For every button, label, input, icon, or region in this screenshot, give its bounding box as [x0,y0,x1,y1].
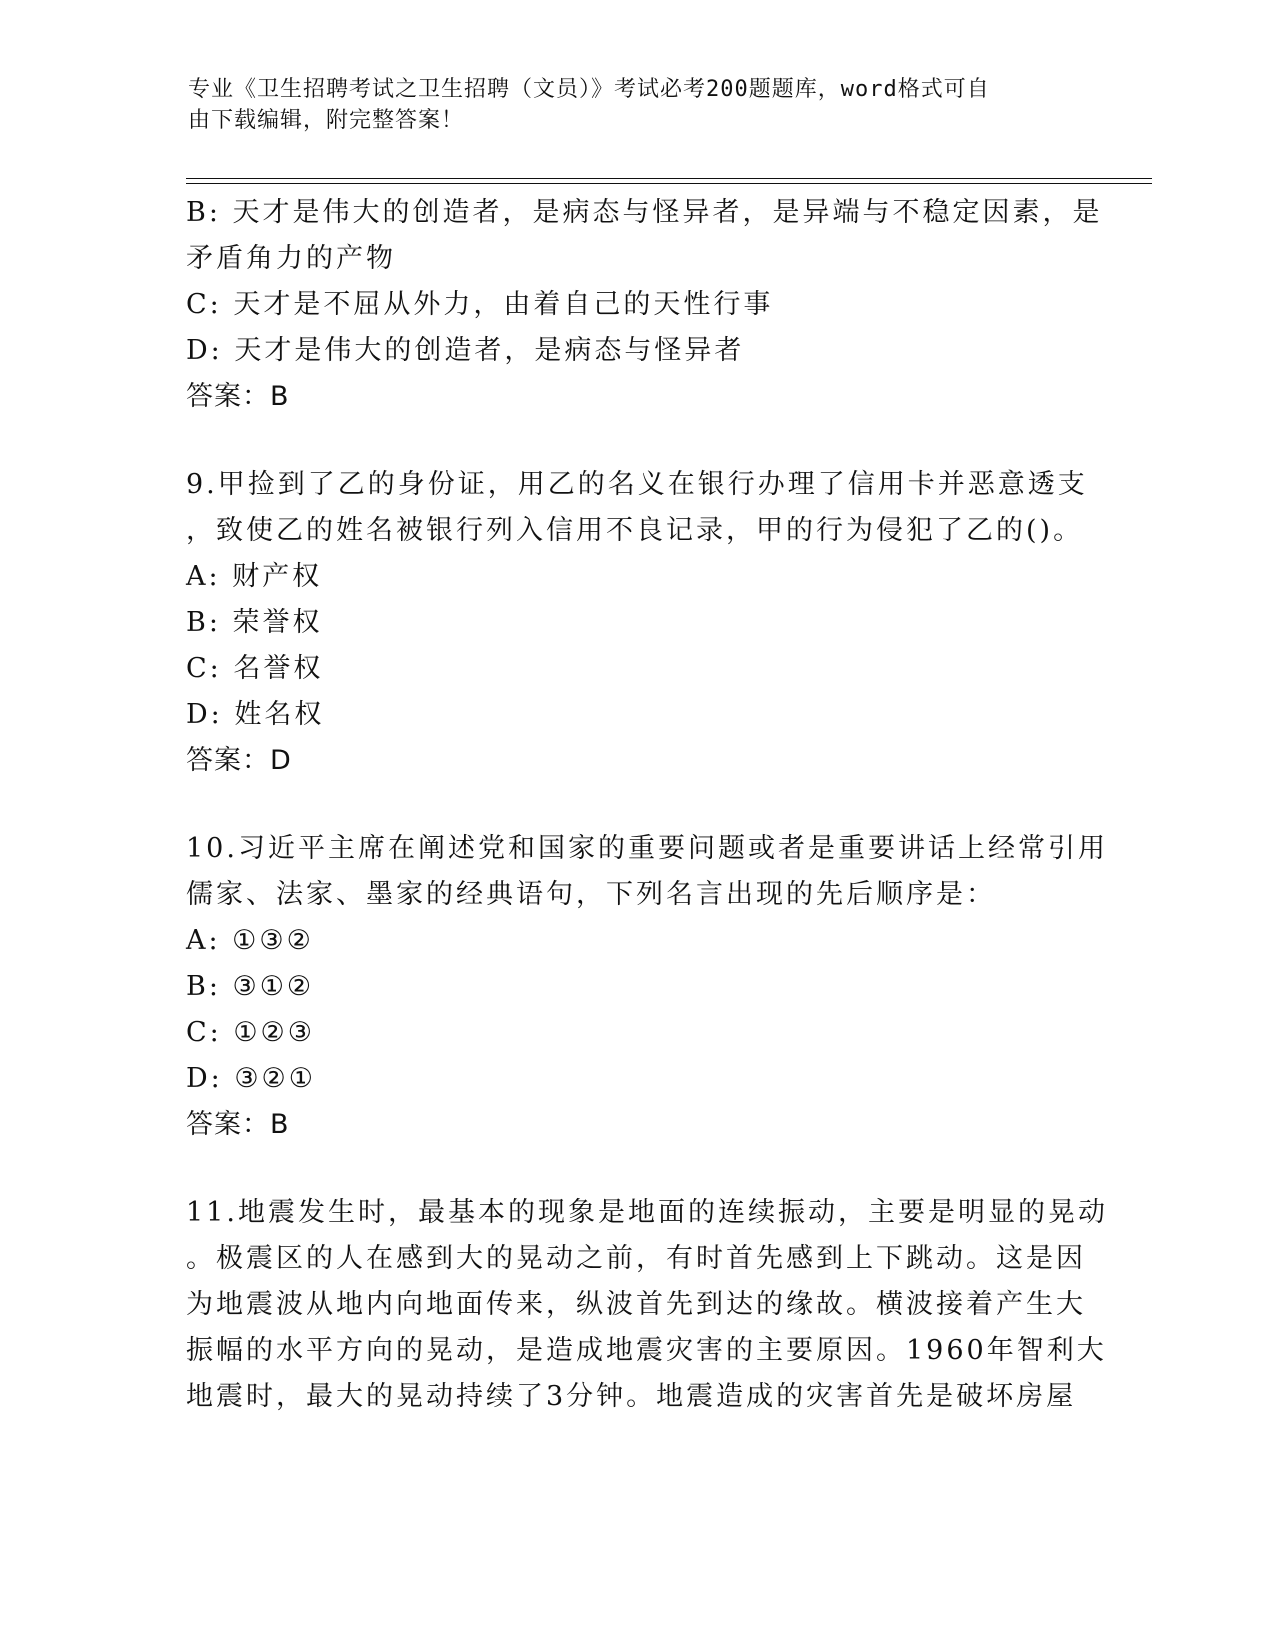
document-header [188,74,1068,136]
header-line-1: 专业《卫生招聘考试之卫生招聘（文员）》考试必考200题题库，word格式可自 [188,77,990,102]
question-stem-line-1: 9.甲捡到了乙的身份证，用乙的名义在银行办理了信用卡并恶意透支 [186,469,1088,500]
question-stem-line-1: 10.习近平主席在阐述党和国家的重要问题或者是重要讲话上经常引用 [186,833,1108,864]
question-11 [186,1190,1108,1420]
option-a: A: 财产权 [186,561,323,592]
option-c: C: 天才是不屈从外力，由着自己的天性行事 [186,289,774,320]
spacer [186,420,1086,462]
question-10 [186,826,1108,1148]
question-stem-line-5: 地震时，最大的晃动持续了3分钟。地震造成的灾害首先是破坏房屋 [186,1381,1077,1412]
option-b-line-1: B: 天才是伟大的创造者，是病态与怪异者，是异端与不稳定因素，是 [186,197,1103,228]
spacer [186,784,1086,826]
option-d: D: 天才是伟大的创造者，是病态与怪异者 [186,335,745,366]
header-line-2: 由下载编辑，附完整答案！ [188,108,465,133]
option-d: D: ③②① [186,1063,316,1094]
answer: 答案：D [186,745,292,776]
question-stem-line-2: ，致使乙的姓名被银行列入信用不良记录，甲的行为侵犯了乙的()。 [186,515,1084,546]
question-stem-line-2: 。极震区的人在感到大的晃动之前，有时首先感到上下跳动。这是因 [186,1243,1086,1274]
question-stem-line-2: 儒家、法家、墨家的经典语句，下列名言出现的先后顺序是： [186,879,996,910]
spacer [186,1148,1086,1190]
question-stem-line-1: 11.地震发生时，最基本的现象是地面的连续振动，主要是明显的晃动 [186,1197,1108,1228]
option-b-line-2: 矛盾角力的产物 [186,243,396,274]
option-b: B: 荣誉权 [186,607,323,638]
answer: 答案：B [186,1109,290,1140]
header-divider-top [186,178,1152,179]
document-body [186,190,1108,1420]
question-stem-line-3: 为地震波从地内向地面传来，纵波首先到达的缘故。横波接着产生大 [186,1289,1086,1320]
option-a: A: ①③② [186,925,314,956]
answer: 答案：B [186,381,290,412]
option-c: C: 名誉权 [186,653,324,684]
option-c: C: ①②③ [186,1017,315,1048]
question-9 [186,462,1086,784]
option-d: D: 姓名权 [186,699,325,730]
option-b: B: ③①② [186,971,315,1002]
question-stem-line-4: 振幅的水平方向的晃动，是造成地震灾害的主要原因。1960年智利大 [186,1335,1107,1366]
header-divider-bottom [186,183,1152,184]
question-8 [186,190,1103,420]
